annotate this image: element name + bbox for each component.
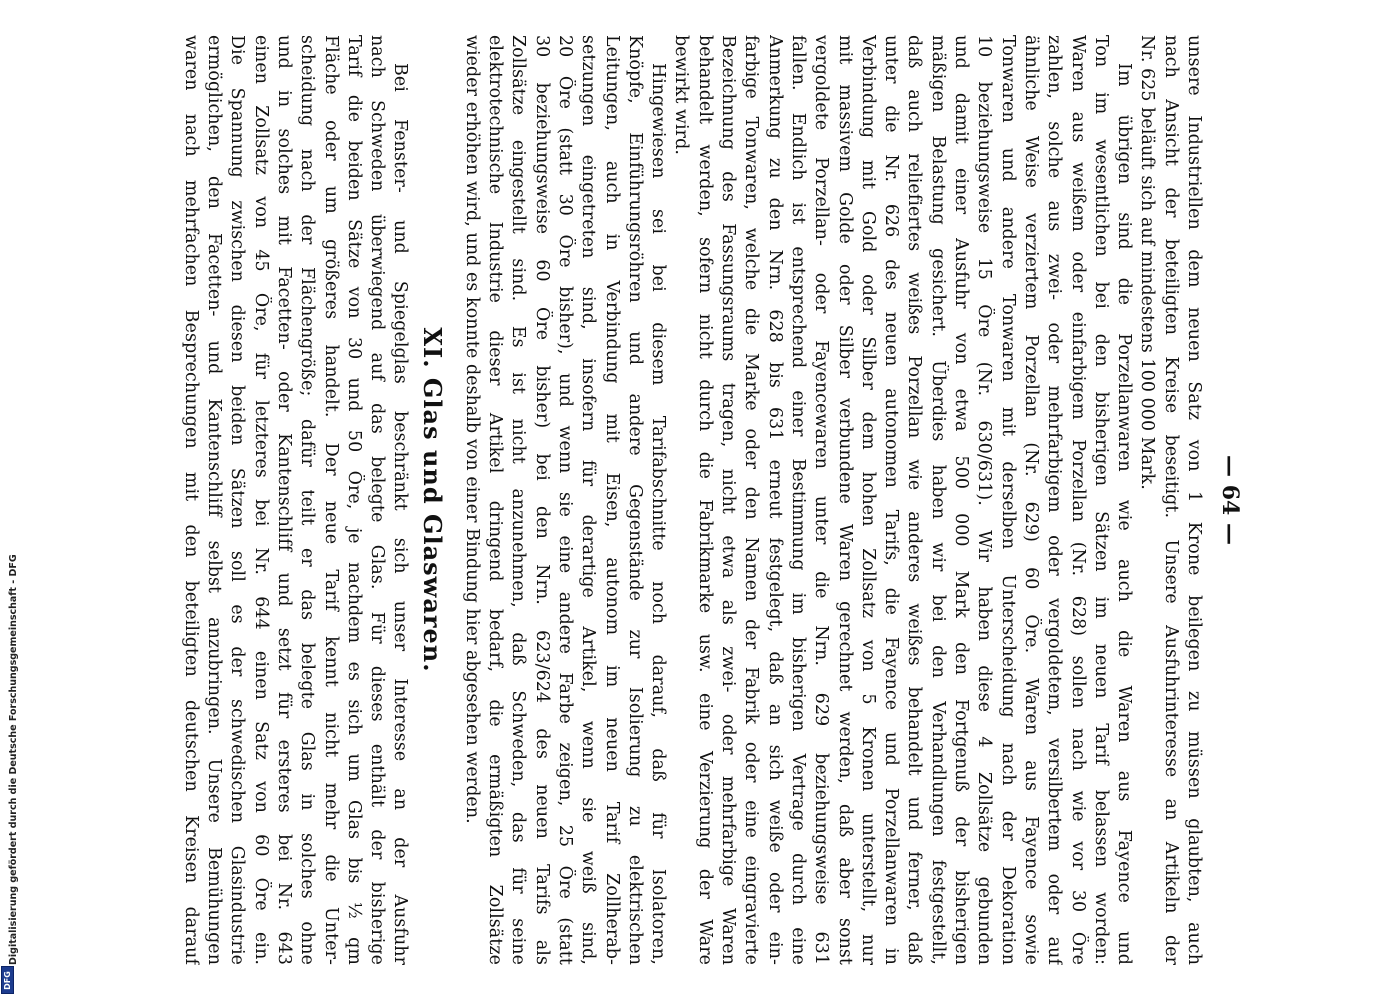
text-line: Die Spannung zwischen diesen beiden Sätzen soll es der schwedischen Glasindustrie xyxy=(227,35,248,965)
text-line: einen Zollsatz von 45 Öre, für letzteres bei Nr. 644 einen Satz von 60 Öre ein. xyxy=(250,35,271,965)
text-line: ermöglichen, den Facetten- und Kantenschliff selbst anzubringen. Unsere Bemühungen xyxy=(204,35,225,965)
text-line: scheidung nach der Flächengröße; dafür teilt er das belegte Glas in solches ohne xyxy=(297,35,318,965)
text-line: Fläche oder um größeres handelt. Der neue Tarif kennt nicht mehr die Unter- xyxy=(320,35,341,965)
text-line: waren nach mehrfachen Besprechungen mit den beteiligten deutschen Kreisen darauf xyxy=(180,35,201,965)
text-line: und damit einer Ausfuhr von etwa 500 000 Mark den Fortgenuß der bisherigen xyxy=(951,35,972,965)
text-line: 30 beziehungsweise 60 Öre bisher) bei den Nrn. 623/624 des neuen Tarifs als xyxy=(531,35,552,965)
text-line: Zollsätze eingestellt sind. Es ist nicht anzunehmen, daß Schweden, das für seine xyxy=(508,35,529,965)
text-line: 20 Öre (statt 30 Öre bisher), und wenn sie eine andere Farbe zeigen, 25 Öre (statt xyxy=(554,35,575,965)
text-line: Ton im wesentlichen bei den bisherigen Sätzen im neuen Tarif belassen worden: xyxy=(1090,35,1111,965)
text-line: Knöpfe, Einführungsröhren und andere Gegenstände zur Isolierung zu elektrischen xyxy=(624,35,645,965)
text-line: ähnliche Weise verziertem Porzellan (Nr. 629) 60 Öre. Waren aus Fayence sowie xyxy=(1020,35,1041,965)
text-line: Im übrigen sind die Porzellanwaren wie auch die Waren aus Fayence und xyxy=(1114,63,1135,965)
text-line: und in solches mit Facetten- oder Kantenschliff und setzt für ersteres bei Nr. 643 xyxy=(274,35,295,965)
rotated-book-page xyxy=(131,35,1251,965)
text-line: zahlen, solche aus zwei- oder mehrfarbigem oder vergoldetem, versilbertem oder auf xyxy=(1044,35,1065,965)
text-line: setzungen eingetreten sind, insofern für derartige Artikel, wenn sie weiß sind, xyxy=(578,35,599,965)
dfg-logo xyxy=(1,966,14,994)
text-line: behandelt werden, sofern nicht durch die Fabrikmarke usw. eine Verzierung der Ware xyxy=(694,35,715,965)
text-line: farbige Tonwaren, welche die Marke oder den Namen der Fabrik oder eine eingravierte xyxy=(741,35,762,965)
text-line: unsere Industriellen dem neuen Satz von 1 Krone beilegen zu müssen glaubten, auch xyxy=(1184,35,1204,965)
text-line: vergoldete Porzellan- oder Fayencewaren unter die Nrn. 629 beziehungsweise 631 xyxy=(811,35,832,965)
text-line: Waren aus weißem oder einfarbigem Porzellan (Nr. 628) sollen nach wie vor 30 Öre xyxy=(1067,35,1088,965)
text-line: Verbindung mit Gold oder Silber dem hohen Zollsatz von 5 Kronen unterstellt, nur xyxy=(857,35,878,965)
text-line: nach Ansicht der beteiligten Kreise beseitigt. Unsere Ausfuhrinteresse an Artikeln der xyxy=(1160,35,1181,965)
footer-credit-text: Digitalisierung gefördert durch die Deutsche Forschungsgemeinschaft - DFG xyxy=(8,554,19,965)
text-line: Tarif die beiden Sätze von 30 und 50 Öre, je nachdem es sich um Glas bis ½ qm xyxy=(343,35,364,965)
text-line: fallen. Endlich ist entsprechend einer Bestimmung im bisherigen Vertrage durch eine xyxy=(787,35,808,965)
dfg-logo-text: DFG xyxy=(3,970,13,990)
page-body xyxy=(179,35,1205,965)
text-line: mäßigen Belastung gesichert. Überdies haben wir bei den Verhandlungen festgestellt, xyxy=(927,35,948,965)
text-line: 10 beziehungsweise 15 Öre (Nr. 630/631). Wir haben diese 4 Zollsätze gebunden xyxy=(974,35,995,965)
text-line: nach Schweden überwiegend auf das belegte Glas. Für dieses enthält der bisherige xyxy=(367,35,388,965)
text-line: Leitungen, auch in Verbindung mit Eisen, autonom im neuen Tarif Zollherab- xyxy=(601,35,622,965)
text-line: Anmerkung zu den Nrn. 628 bis 631 erneut festgelegt, daß an sich weiße oder ein- xyxy=(764,35,785,965)
page-number: — 64 — xyxy=(1217,455,1243,545)
text-line: Tonwaren und andere Tonwaren mit derselben Unterscheidung nach der Dekoration xyxy=(997,35,1018,965)
text-line: unter die Nr. 626 des neuen autonomen Tarifs, die Fayence und Porzellanwaren in xyxy=(881,35,902,965)
text-line: Bei Fenster- und Spiegelglas beschränkt sich unser Interesse an der Ausfuhr xyxy=(390,63,411,965)
text-line: Bezeichnung des Fassungsraums tragen, nicht etwa als zwei- oder mehrfarbige Waren xyxy=(718,35,739,965)
paragraphs-section-x xyxy=(460,35,1206,965)
text-line: elektrotechnische Industrie dieser Artikel dringend bedarf, die ermäßigten Zollsätze xyxy=(485,35,506,965)
text-line: Nr. 625 beläuft sich auf mindestens 100 000 Mark. xyxy=(1137,35,1158,490)
digitization-credit xyxy=(0,0,19,1000)
text-line: Hingewiesen sei bei diesem Tarifabschnitte noch darauf, daß für Isolatoren, xyxy=(648,63,669,965)
text-line: bewirkt wird. xyxy=(671,35,692,155)
text-line: mit massivem Golde oder Silber verbundene Waren gerechnet werden, daß aber sonst xyxy=(834,35,855,965)
text-line: wieder erhöhen wird, und es konnte deshalb von einer Bindung hier abgesehen werden. xyxy=(461,35,482,824)
section-heading: XI. Glas und Glaswaren. xyxy=(418,327,448,673)
text-line: daß auch reliefiertes weißes Porzellan wie anderes weißes behandelt und ferner, daß xyxy=(904,35,925,965)
paragraphs-section-xi xyxy=(179,35,412,965)
